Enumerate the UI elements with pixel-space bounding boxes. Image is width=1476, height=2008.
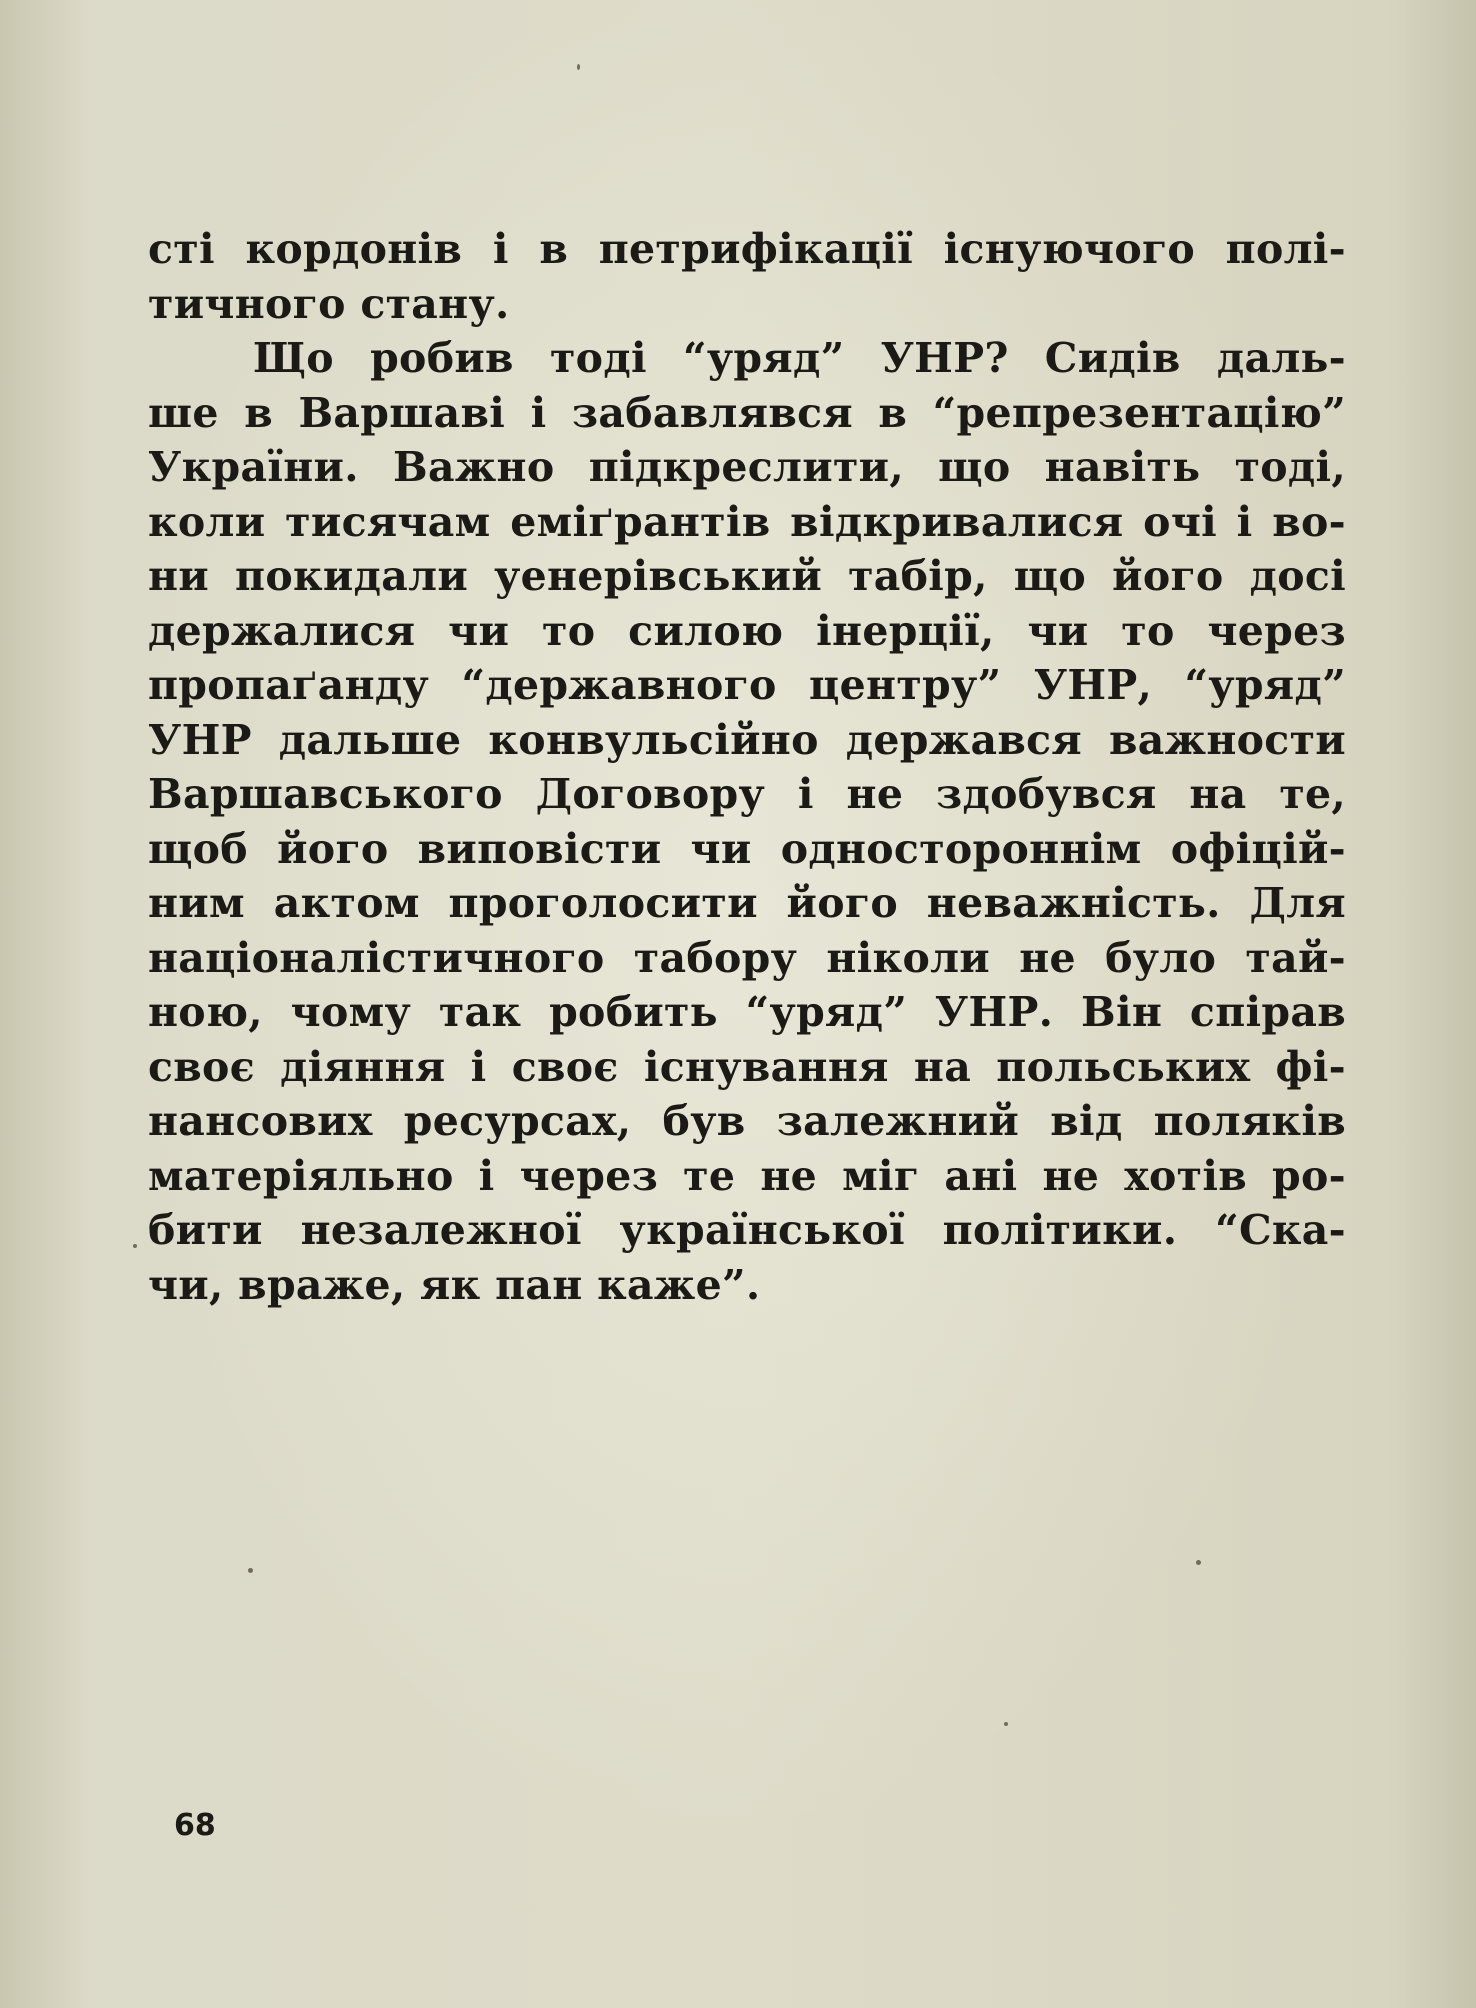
text-line: ше в Варшаві і забавлявся в “репрезентацію” [148,388,1346,437]
text-line: своє діяння і своє існування на польських фі- [148,1042,1346,1091]
text-line: націоналістичного табору ніколи не було тай- [148,933,1346,982]
page-number: 68 [174,1808,216,1843]
body-text [148,222,1346,1312]
text-line: ною, чому так робить “уряд” УНР. Він спірав [148,988,1346,1036]
text-line: бити незалежної української політики. “Ска- [148,1206,1346,1254]
text-line: чи, враже, як пан каже”. [148,1260,761,1309]
text-line: нансових ресурсах, був залежний від поляків [148,1097,1346,1145]
text-line: щоб його виповісти чи одностороннім офіцій- [148,824,1346,873]
text-line: Варшавського Договору і не здобувся на те, [148,770,1346,818]
paper-speck [1196,1560,1201,1565]
text-line: матеріяльно і через те не міг ані не хотів ро- [148,1151,1346,1200]
text-line: пропаґанду “державного центру” УНР, “уряд” [148,661,1346,709]
text-line: України. Важно підкреслити, що навіть тоді, [148,443,1346,491]
text-line: ни покидали уенерівський табір, що його досі [148,552,1346,600]
text-line: Що робив тоді “уряд” УНР? Сидів даль- [253,334,1346,382]
text-line: коли тисячам еміґрантів відкривалися очі і во- [148,497,1346,546]
text-line: держалися чи то силою інерції, чи то через [148,606,1346,655]
text-line: сті кордонів і в петрифікації існуючого полі- [148,225,1346,273]
paper-speck [1004,1722,1008,1726]
paper-speck [133,1244,137,1248]
paper-speck [248,1568,253,1573]
text-line: тичного стану. [148,279,510,328]
paper-speck [577,64,580,70]
text-line: УНР дальше конвульсійно держався важности [148,715,1346,764]
text-line: ним актом проголосити його неважність. Для [148,879,1346,927]
